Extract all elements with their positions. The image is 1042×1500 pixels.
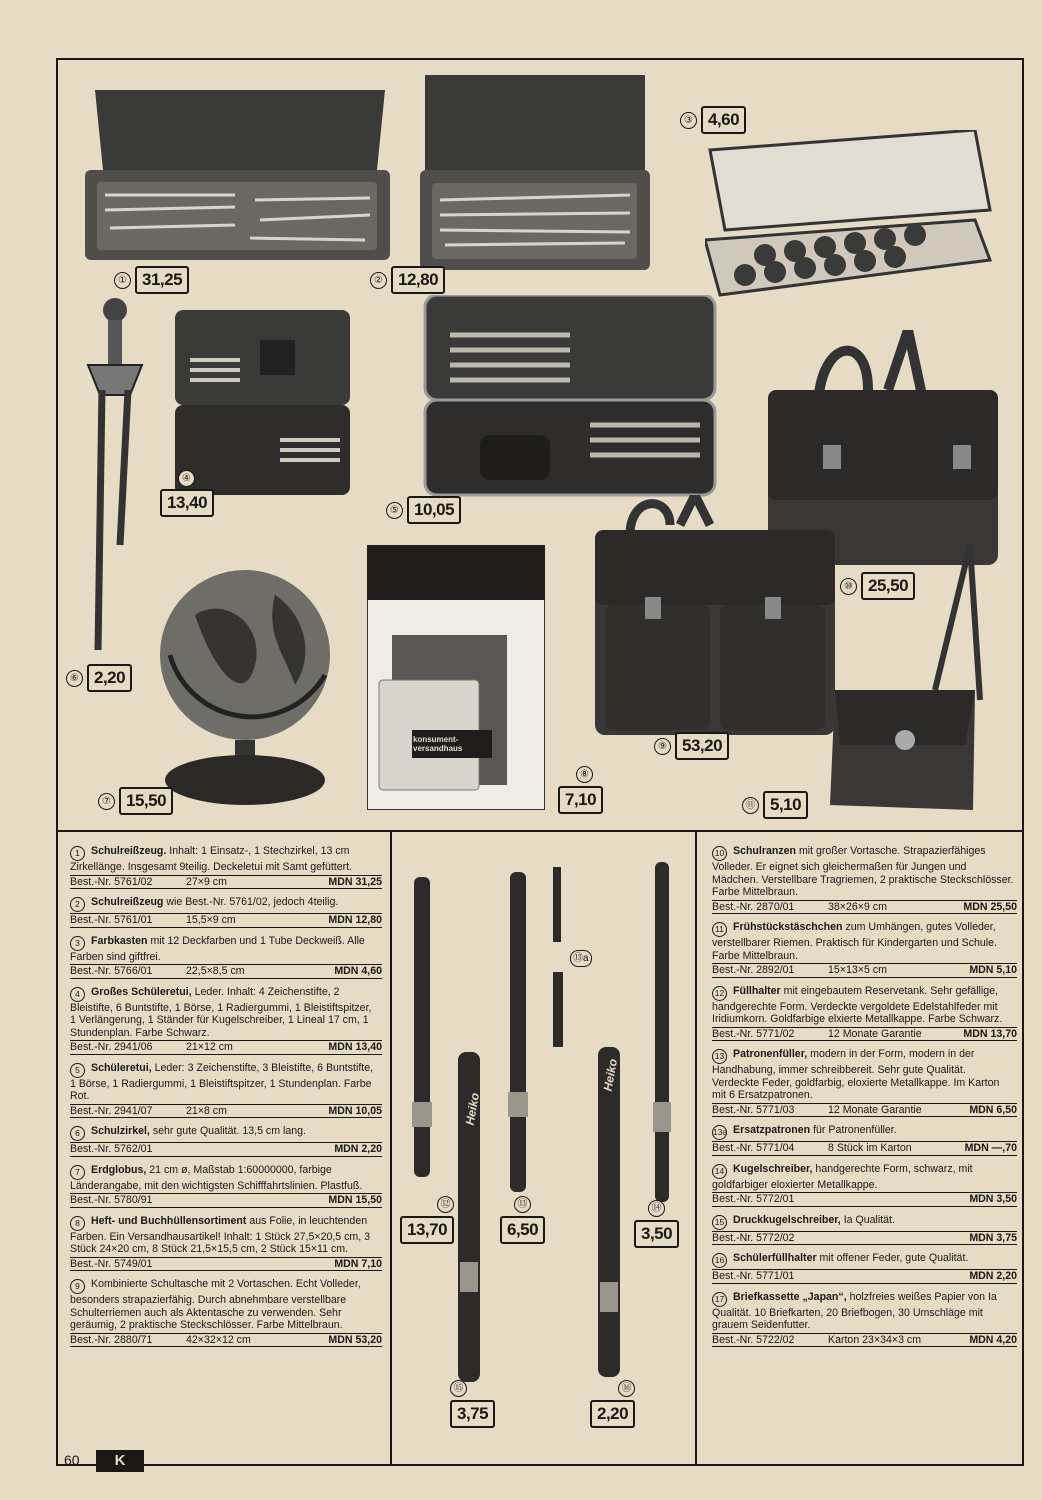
paint-box-image (705, 130, 995, 305)
order-order: Best.-Nr. 2870/01 (712, 900, 795, 913)
order-line (712, 1192, 1017, 1207)
entry-text: mit 12 Deckfarben und 1 Tube Deckweiß. Alle Farben sind giftfrei. (70, 934, 365, 963)
catalog-entry (70, 1062, 382, 1119)
price-tag-7: ⑦ 15,50 (98, 787, 173, 815)
entry-number: 12 (712, 986, 727, 1001)
order-order: Best.-Nr. 5722/02 (712, 1333, 795, 1346)
price-tag-14: ⑭ 3,50 (634, 1200, 679, 1248)
catalog-entry (712, 1214, 1017, 1246)
entry-description (712, 1124, 1017, 1140)
entry-number: 13a (712, 1125, 727, 1140)
entry-title: Frühstückstäschchen (733, 921, 843, 933)
order-line (712, 1333, 1017, 1348)
entry-text: 21 cm ø, Maßstab 1:60000000, farbige Länderangabe, mit den wichtigsten Schifffahrtslinien. Plastfuß. (70, 1163, 363, 1192)
catalog-entry (712, 1124, 1017, 1156)
price-tag-13: ⑬ 6,50 (500, 1196, 545, 1244)
entry-title: Schulranzen (733, 845, 796, 857)
entry-number: 1 (70, 846, 85, 861)
order-size (828, 1193, 969, 1206)
entry-title: Füllhalter (733, 984, 781, 997)
order-size: 15×13×5 cm (828, 964, 887, 976)
entry-title: Ersatzpatronen (733, 1124, 811, 1136)
entry-text: handgerechte Form, schwarz, mit goldfarbiger eloxierter Metallkappe. (712, 1162, 973, 1191)
entry-text: Ia Qualität. (840, 1213, 895, 1226)
catalog-entry (70, 986, 382, 1055)
entry-number: 14 (712, 1164, 727, 1179)
order-order: Best.-Nr. 5761/02 (70, 875, 153, 888)
catalog-entry (712, 921, 1017, 978)
pen-label: Heiko (462, 1091, 483, 1127)
column-divider-left (390, 831, 392, 1466)
large-pencil-case-image (170, 310, 355, 495)
order-order: Best.-Nr. 5771/03 (712, 1103, 795, 1116)
order-order: Best.-Nr. 5749/01 (70, 1257, 153, 1270)
order-line (712, 1141, 1017, 1156)
order-price: MDN 4,20 (969, 1333, 1017, 1346)
pencil-case-image (420, 295, 720, 500)
entry-description (712, 1163, 1017, 1192)
price-tag-11: ⑪ 5,10 (742, 791, 808, 819)
entry-description (70, 1215, 382, 1256)
order-order: Best.-Nr. 5766/01 (70, 965, 153, 977)
left-description-column (70, 845, 382, 1354)
book-cover-assortment-image (367, 545, 545, 810)
order-order: Best.-Nr. 5780/91 (70, 1194, 153, 1206)
catalog-entry (712, 1163, 1017, 1207)
order-size: 21×12 cm (186, 1041, 233, 1053)
price-tag-12: ⑫ 13,70 (400, 1196, 454, 1244)
order-order: Best.-Nr. 5771/04 (712, 1142, 795, 1154)
entry-description (712, 1291, 1017, 1332)
entry-title: Schulzirkel, (91, 1125, 150, 1137)
order-price: MDN 15,50 (328, 1194, 382, 1206)
catalog-entry (712, 1291, 1017, 1348)
entry-number: 16 (712, 1253, 727, 1268)
order-price: MDN 6,50 (969, 1103, 1017, 1116)
entry-number: 11 (712, 922, 727, 937)
entry-description (712, 921, 1017, 962)
catalog-entry (712, 845, 1017, 914)
catalog-entry (70, 1164, 382, 1208)
order-price: MDN 7,10 (334, 1257, 382, 1270)
order-price: MDN 13,70 (963, 1027, 1017, 1040)
catalog-entry (70, 845, 382, 889)
section-divider (56, 830, 1024, 832)
order-price: MDN 31,25 (328, 875, 382, 888)
price-tag-5: ⑤ 10,05 (386, 496, 461, 524)
entry-title: Erdglobus, (91, 1163, 147, 1176)
order-price: MDN 2,20 (969, 1270, 1017, 1282)
entry-title: Schülerfüllhalter (733, 1252, 817, 1264)
entry-title: Kugelschreiber, (733, 1162, 813, 1175)
entry-title: Patronenfüller, (733, 1048, 808, 1060)
catalog-entry (70, 1278, 382, 1347)
price-tag-2: ② 12,80 (370, 266, 445, 294)
entry-text: aus Folie, in leuchtenden Farben. Ein Versandhausartikel! Inhalt: 1 Stück 27,5×20,5 cm, 3 Stück 24×20 cm, 8 Stück 21,5×15,5 cm, 2 Stück 15×11 cm. (70, 1214, 371, 1255)
entry-text: Kombinierte Schultasche mit 2 Vortaschen. Echt Volleder, besonders strapazierfähig. Durch abnehmbare verstellbare Schulterriemen auch als Aktentasche zu verwenden. Sehr geräumig, 2 praktische Steckschlösser. Farbe Mittelbraun. (70, 1278, 361, 1331)
catalog-entry (70, 1215, 382, 1272)
entry-text: zum Umhängen, gutes Volleder, verstellbarer Riemen. Praktisch für Kindergarten und Schule. Farbe Mittelbraun. (712, 921, 997, 962)
entry-number: 4 (70, 987, 85, 1002)
catalog-entry (712, 985, 1017, 1042)
order-size: Karton 23×34×3 cm (828, 1333, 922, 1346)
order-price: MDN 3,50 (969, 1193, 1017, 1205)
order-order: Best.-Nr. 5771/02 (712, 1027, 795, 1040)
entry-number: 5 (70, 1063, 85, 1078)
entry-description (712, 845, 1017, 899)
entry-description (70, 1164, 382, 1193)
entry-description (70, 845, 382, 874)
price-tag-4: ④ 13,40 (160, 470, 214, 517)
order-order: Best.-Nr. 5771/01 (712, 1270, 795, 1282)
catalog-entry (712, 1252, 1017, 1284)
entry-text: Leder: 3 Zeichenstifte, 3 Bleistifte, 6 Buntstifte, 1 Börse, 1 Radiergummi, 1 Bleistiftspitzer, 1 Stundenplan. Farbe Rot. (70, 1061, 374, 1102)
order-line (70, 875, 382, 890)
order-line (70, 1142, 382, 1157)
entry-text: holzfreies weißes Papier von Ia Qualität. 10 Briefkarten, 20 Briefbogen, 30 Umschläge mit grauem Seidenfutter. (712, 1290, 997, 1331)
order-order: Best.-Nr. 5772/02 (712, 1231, 795, 1244)
entry-number: 10 (712, 846, 727, 861)
entry-description (70, 986, 382, 1040)
globe-image (155, 555, 330, 810)
order-line (712, 1027, 1017, 1042)
entry-number: 7 (70, 1165, 85, 1180)
price-tag-6: ⑥ 2,20 (66, 664, 132, 692)
entry-text: wie Best.-Nr. 5761/02, jedoch 4teilig. (163, 896, 339, 908)
order-order: Best.-Nr. 2892/01 (712, 964, 795, 976)
order-size (186, 1194, 328, 1207)
order-price: MDN 12,80 (328, 914, 382, 926)
catalog-entry (712, 1048, 1017, 1117)
entry-text: Inhalt: 1 Einsatz-, 1 Stechzirkel, 13 cm Zirkellänge. Insgesamt 9teilig. Deckeletui mit Samt gefüttert. (70, 845, 353, 873)
price-tag-9: ⑨ 53,20 (654, 732, 729, 760)
order-price: MDN 13,40 (328, 1041, 382, 1053)
entry-number: 2 (70, 897, 85, 912)
order-line (70, 964, 382, 979)
catalog-entry (70, 896, 382, 928)
order-line (70, 1193, 382, 1208)
entry-description (712, 985, 1017, 1026)
order-line (712, 1103, 1017, 1118)
school-bag-image (590, 495, 840, 740)
order-size: 12 Monate Garantie (828, 1027, 922, 1040)
entry-title: Schulreißzeug. (91, 845, 167, 857)
order-order: Best.-Nr. 2941/07 (70, 1104, 153, 1117)
pens-image (400, 862, 690, 1422)
entry-description (712, 1214, 1017, 1230)
entry-description (70, 1278, 382, 1332)
entry-text: mit offener Feder, gute Qualität. (816, 1252, 969, 1264)
order-line (70, 1104, 382, 1119)
entry-title: Farbkasten (91, 934, 148, 947)
order-size: 8 Stück im Karton (828, 1142, 912, 1154)
entry-description (70, 935, 382, 964)
price-tag-16: ⑯ 2,20 (590, 1380, 635, 1428)
catalog-entry (70, 1125, 382, 1157)
price-tag-15: ⑮ 3,75 (450, 1380, 495, 1428)
entry-text: mit eingebautem Reservetank. Sehr gefällige, handgerechte Form. Verdeckte vergoldete Edelstahlfeder mit Iridiumkorn. Goldfarbige elxierte Metallkappe. Farbe Schwarz. (712, 984, 1003, 1025)
entry-text: modern in der Form, modern in der Handhabung, immer schreibbereit. Sehr gute Qualität. Verdeckte Feder, goldfarbig, eloxierte Metallkappe. Im Karton mit 6 Ersatzpatronen. (712, 1048, 1000, 1101)
order-price: MDN 10,05 (328, 1104, 382, 1117)
entry-text: für Patronenfüller. (810, 1124, 897, 1136)
order-order: Best.-Nr. 2941/06 (70, 1041, 153, 1053)
order-size (828, 1270, 969, 1283)
catalog-entry (70, 935, 382, 979)
order-price: MDN 25,50 (963, 900, 1017, 913)
order-size: 42×32×12 cm (186, 1333, 251, 1346)
column-divider-right (695, 831, 697, 1466)
order-price: MDN 5,10 (969, 964, 1017, 976)
price-tag-3: ③ 4,60 (680, 106, 746, 134)
entry-description (712, 1048, 1017, 1102)
order-size: 15,5×9 cm (186, 914, 236, 926)
order-order: Best.-Nr. 2880/71 (70, 1333, 153, 1346)
drawing-set-large-image (85, 90, 390, 260)
entry-number: 8 (70, 1216, 85, 1231)
order-line (712, 1269, 1017, 1284)
drawing-set-small-image (420, 75, 650, 270)
right-description-column (712, 845, 1017, 1354)
order-size: 38×26×9 cm (828, 900, 887, 913)
order-order: Best.-Nr. 5762/01 (70, 1143, 153, 1155)
order-order: Best.-Nr. 5772/01 (712, 1193, 795, 1205)
brand-logo: K (96, 1450, 144, 1472)
entry-number: 9 (70, 1279, 85, 1294)
entry-title: Schüleretui, (91, 1061, 152, 1074)
compass-image (80, 290, 150, 665)
entry-title: Briefkassette „Japan“, (733, 1290, 847, 1303)
entry-number: 17 (712, 1292, 727, 1307)
order-price: MDN 2,20 (334, 1143, 382, 1155)
price-tag-10: ⑩ 25,50 (840, 572, 915, 600)
page-number: 60 (64, 1452, 80, 1468)
order-price: MDN 4,60 (334, 965, 382, 977)
price-tag-13a: ⑬a (570, 950, 592, 967)
order-price: MDN 53,20 (328, 1333, 382, 1346)
order-size (186, 1258, 334, 1271)
entry-number: 6 (70, 1126, 85, 1141)
order-order: Best.-Nr. 5761/01 (70, 914, 153, 926)
entry-description (712, 1252, 1017, 1268)
entry-number: 15 (712, 1215, 727, 1230)
entry-number: 13 (712, 1049, 727, 1064)
price-tag-1: ① 31,25 (114, 266, 189, 294)
entry-number: 3 (70, 936, 85, 951)
entry-title: Großes Schüleretui, (91, 985, 192, 998)
entry-text: Leder. Inhalt: 4 Zeichenstifte, 2 Bleistifte, 6 Buntstifte, 1 Börse, 1 Radiergummi, 1 Bleistiftspitzer, 1 Verlängerung, 1 Ständer für Kugelschreiber, 1 Lineal 17 cm, 1 Stundenplan. Farbe Schwarz. (70, 985, 372, 1039)
order-line (712, 963, 1017, 978)
order-line (70, 1040, 382, 1055)
entry-title: Heft- und Buchhüllensortiment (91, 1214, 247, 1227)
order-line (70, 913, 382, 928)
order-line (70, 1333, 382, 1348)
entry-description (70, 1062, 382, 1103)
envelope-label: konsument- versandhaus (413, 735, 463, 753)
order-line (70, 1257, 382, 1272)
order-line (712, 900, 1017, 915)
price-tag-8: ⑧ 7,10 (558, 766, 603, 814)
entry-description (70, 1125, 382, 1141)
entry-description (70, 896, 382, 912)
order-line (712, 1231, 1017, 1246)
order-size: 21×8 cm (186, 1104, 227, 1117)
order-size (828, 1232, 969, 1245)
order-price: MDN —,70 (964, 1142, 1017, 1154)
entry-title: Druckkugelschreiber, (733, 1213, 841, 1226)
order-size (186, 1143, 334, 1156)
order-size: 22,5×8,5 cm (186, 965, 245, 977)
order-size: 27×9 cm (186, 875, 227, 888)
pen-label-2: Heiko (600, 1057, 621, 1093)
entry-text: sehr gute Qualität. 13,5 cm lang. (149, 1125, 306, 1137)
order-size: 12 Monate Garantie (828, 1103, 922, 1116)
entry-title: Schulreißzeug (91, 896, 164, 908)
order-price: MDN 3,75 (969, 1231, 1017, 1244)
entry-text: mit großer Vortasche. Strapazierfähiges Volleder. Er eignet sich gleichermaßen für Jungen und Mädchen. Verstellbare Tragriemen, 2 praktische Steckschlösser. Farbe Mittelbraun. (712, 845, 1014, 898)
